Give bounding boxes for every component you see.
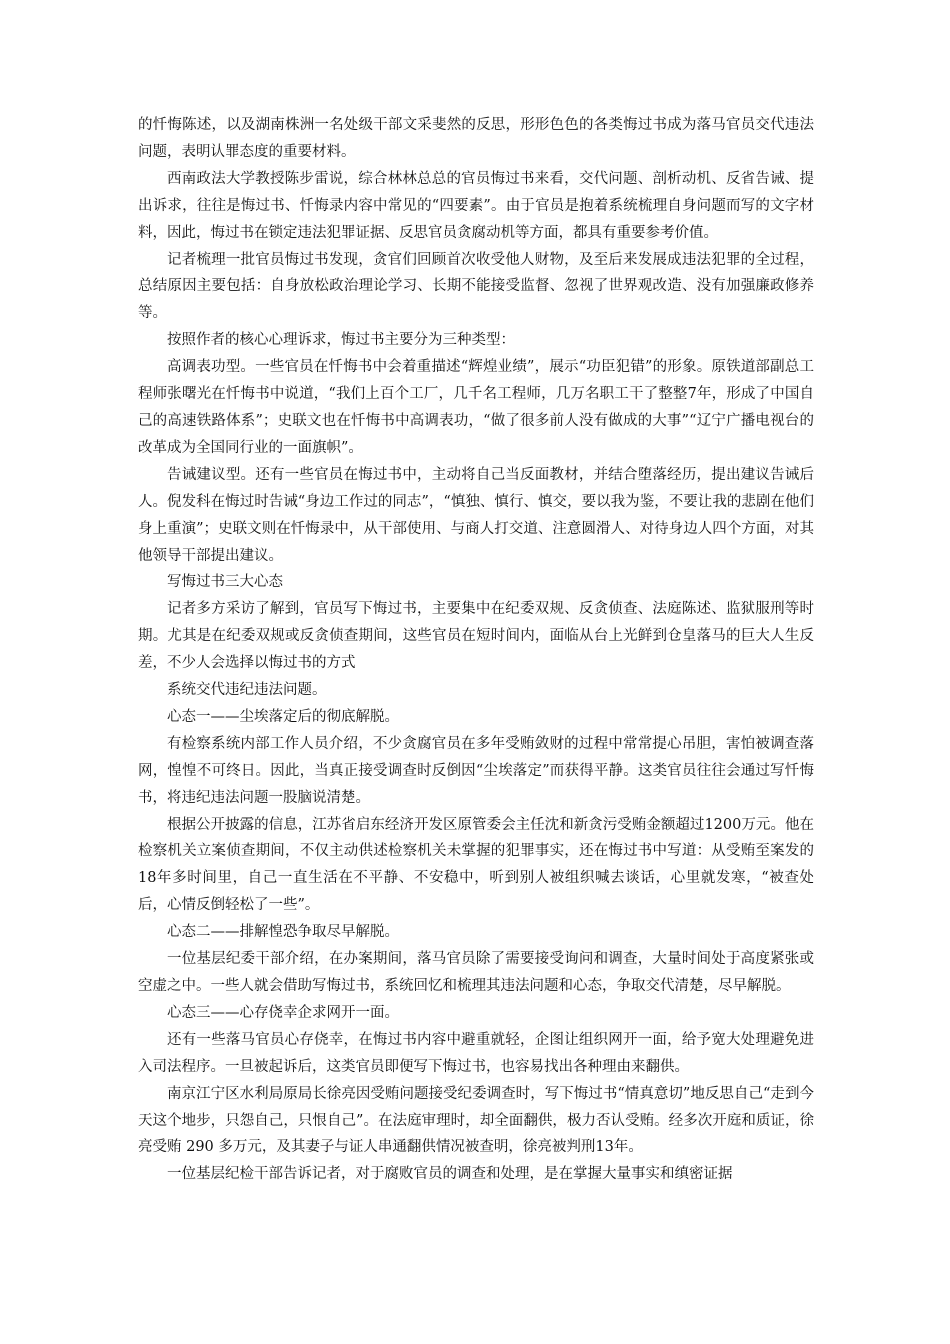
section-heading: 写悔过书三大心态 [167,574,283,591]
paragraph: 系统交代违纪违法问题。 [167,682,327,699]
document-page [138,112,814,1188]
paragraph: 的忏悔陈述，以及湖南株洲一名处级干部文采斐然的反思，形形色色的各类悔过书成为落马官员交代违法问题，表明认罪态度的重要材料。 [138,117,814,160]
paragraph: 按照作者的核心心理诉求，悔过书主要分为三种类型： [167,332,515,349]
paragraph: 根据公开披露的信息，江苏省启东经济开发区原管委会主任沈和新贪污受贿金额超过1200万元。他在检察机关立案侦查期间，不仅主动供述检察机关未掌握的犯罪事实，还在悔过书中写道：从受贿至案发的18年多时间里，自己一直生活在不平静、不安稳中，听到别人被组织喊去谈话，心里就发寒，“被查处后，心情反倒轻松了一些”。 [138,816,814,914]
subheading: 心态一——尘埃落定后的彻底解脱。 [167,708,399,725]
subheading: 心态三——心存侥幸企求网开一面。 [167,1004,399,1021]
paragraph: 一位基层纪委干部介绍，在办案期间，落马官员除了需要接受询问和调查，大量时间处于高度紧张或空虚之中。一些人就会借助写悔过书，系统回忆和梳理其违法问题和心态，争取交代清楚，尽早解脱。 [138,951,814,994]
paragraph: 高调表功型。一些官员在忏悔书中会着重描述“辉煌业绩”，展示“功臣犯错”的形象。原铁道部副总工程师张曙光在忏悔书中说道，“我们上百个工厂，几千名工程师，几万名职工干了整整7年，形成了中国自己的高速铁路体系”；史联文也在忏悔书中高调表功，“做了很多前人没有做成的大事”“辽宁广播电视台的改革成为全国同行业的一面旗帜”。 [138,359,814,456]
paragraph: 南京江宁区水利局原局长徐亮因受贿问题接受纪委调查时，写下悔过书“情真意切”地反思自己“走到今天这个地步，只怨自己，只恨自己”。在法庭审理时，却全面翻供，极力否认受贿。经多次开庭和质证，徐亮受贿 290 多万元，及其妻子与证人串通翻供情况被查明，徐亮被判刑13年。 [138,1085,814,1156]
paragraph: 告诫建议型。还有一些官员在悔过书中，主动将自己当反面教材，并结合堕落经历，提出建议告诫后人。倪发科在悔过时告诫“身边工作过的同志”，“慎独、慎行、慎交，要以我为鉴，不要让我的悲剧在他们身上重演”；史联文则在忏悔录中，从干部使用、与商人打交道、注意圆滑人、对待身边人四个方面，对其他领导干部提出建议。 [138,466,814,564]
paragraph: 记者梳理一批官员悔过书发现，贪官们回顾首次收受他人财物，及至后来发展成违法犯罪的全过程，总结原因主要包括：自身放松政治理论学习、长期不能接受监督、忽视了世界观改造、没有加强廉政修养等。 [138,251,814,322]
subheading: 心态二——排解惶恐争取尽早解脱。 [167,924,399,941]
paragraph: 还有一些落马官员心存侥幸，在悔过书内容中避重就轻，企图让组织网开一面，给予宽大处理避免进入司法程序。一旦被起诉后，这类官员即便写下悔过书，也容易找出各种理由来翻供。 [138,1031,814,1075]
paragraph: 有检察系统内部工作人员介绍，不少贪腐官员在多年受贿敛财的过程中常常提心吊胆，害怕被调查落网，惶惶不可终日。因此，当真正接受调查时反倒因“尘埃落定”而获得平静。这类官员往往会通过写忏悔书，将违纪违法问题一股脑说清楚。 [138,735,814,806]
paragraph: 西南政法大学教授陈步雷说，综合林林总总的官员悔过书来看，交代问题、剖析动机、反省告诫、提出诉求，往往是悔过书、忏悔录内容中常见的“四要素”。由于官员是抱着系统梳理自身问题而写的文字材料，因此，悔过书在锁定违法犯罪证据、反思官员贪腐动机等方面，都具有重要参考价值。 [138,170,814,241]
paragraph: 记者多方采访了解到，官员写下悔过书，主要集中在纪委双规、反贪侦查、法庭陈述、监狱服刑等时期。尤其是在纪委双规或反贪侦查期间，这些官员在短时间内，面临从台上光鲜到仓皇落马的巨大人生反差，不少人会选择以悔过书的方式 [138,601,814,672]
paragraph: 一位基层纪检干部告诉记者，对于腐败官员的调查和处理，是在掌握大量事实和缜密证据 [167,1166,733,1183]
